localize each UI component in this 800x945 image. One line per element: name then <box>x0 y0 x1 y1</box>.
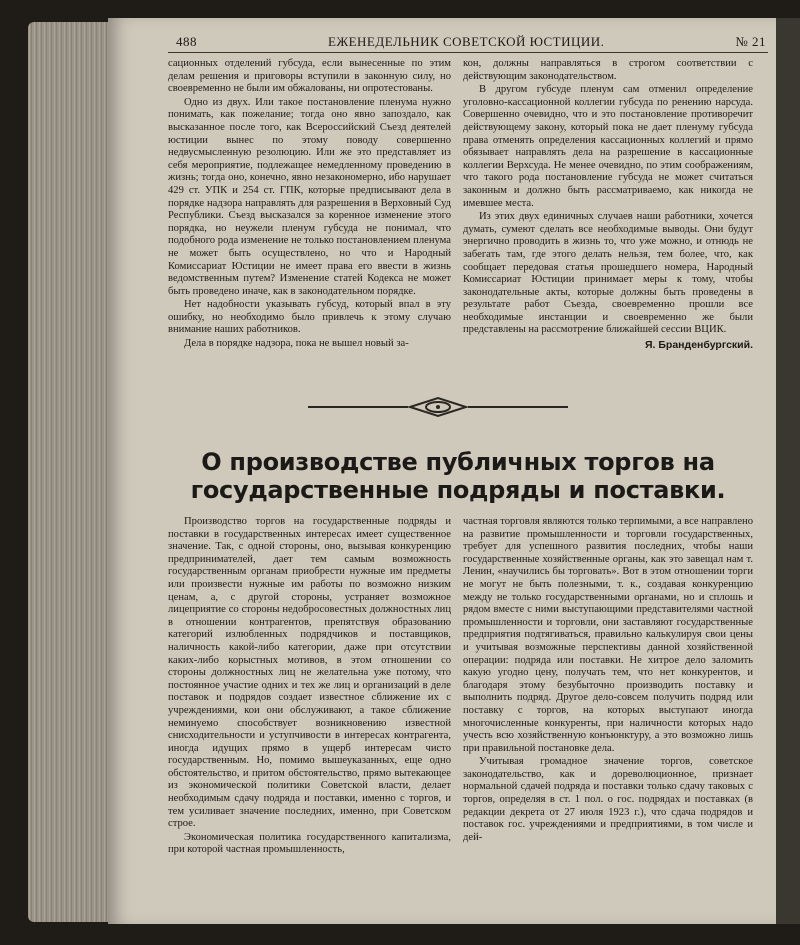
paragraph: Экономическая политика государственного капитализма, при которой частная промышленность, <box>168 831 451 856</box>
paragraph: Производство торгов на государственные подряды и поставки в государственных интересах имеет существенное значение. Так, с одной стороны, оно, вызывая конкуренцию предпринимателей, дает тем самым возможность государственным органам приобрести нужные им предметы или произвести нужные им работы по возможно низким ценам, а, с другой стороны, устраняет возможное лицеприятие со стороны недобросовестных должностных лиц в отношении контрагентов, препятствуя образованию категорий излюбленных подрядчиков и поставщиков, наличность какой-либо категории, даже при отсутствии каких-либо корыстных мотивов, в этом отношении со стороны должностных лиц не желательна уже потому, что постоянное участие одних и тех же лиц и организаций в деле поставок и подрядов создает известное сближение их с учреждениями, кои они обслуживают, а такое сближение неминуемо способствует возникновению известной снисходительности и уступчивости в интересах контрагента, иногда идущих прямо в ущерб интересам чисто государственным. Но, помимо вышеуказанных, еще одно обстоятельство, и притом обстоятельство, прямо вытекающее из экономической политики Советской власти, делает необходимым сдачу подряда и поставки, именно с торгов, и тем усиливает значение последних, именно, при Советском строе. <box>168 516 451 830</box>
article-title: О производстве публичных торгов на государственные подряды и поставки. <box>190 448 726 504</box>
paragraph: частная торговля являются только терпимыми, а все направлено на развитие промышленности и торговли государственных, требует для успешного развития последних, чтобы наши государственные хозяйственные органы, как это завещал нам т. Ленин, «научились бы торговать». Вот в этом отношении торги не могут не быть полезными, т. к., создавая конкуренцию между не только государственными органами, но и сплошь и рядом вместе с ними выступающими представителями частной промышленности и торговли, они заставляют государственные предприятия подтягиваться, правильно калькулируя свои цены и учитывая возможные перспективы данной хозяйственной операции: подряда или поставки. Не хитрое дело заломить какую угодно цену, получать тем, что нет конкурентов, и благодаря этому безубыточно производить поставку и выполнить подряд. Другое дело-совсем получить подряд или поставку с торгов, на которых выступают иногда многочисленные конкуренты, при наличности которых надо учесть всю хозяйственную конъюнктуру, а это возможно лишь при правильной постановке дела. <box>463 516 754 754</box>
top-left-column <box>168 58 451 352</box>
paragraph: Из этих двух единичных случаев наши работники, хочется думать, сумеют сделать все необходимые выводы. Они будут энергично проводить в жизнь то, что уже можно, и отнюдь не забегать там, где этого делать нельзя, тем более, что, как сообщает передовая статья прошедшего номера, Народный Комиссариат Юстиции принимает меры к тому, чтобы законодательные акты, которые должны быть проведены в результате работ Съезда, своевременно прошли все необходимые инстанции и своевременно же были представлены на рассмотрение ближайшей сессии ВЦИК. <box>463 211 753 336</box>
running-header <box>168 30 768 53</box>
paragraph: Одно из двух. Или такое постановление пленума нужно понимать, как пожелание; тогда оно явно запоздало, как высказанное после того, как Всероссийский Съезд деятелей юстиции вынес по этому поводу совершенно недвусмысленную резолюцию. Или же это представляет из себя мероприятие, подлежащее немедленному проведению в жизнь; тогда оно, конечно, явно незакономерно, ибо нарушает 429 ст. УПК и 254 ст. ГПК, которые предписывают дела в порядке надзора направлять для разрешения в Верховный Суд Республики. Съезд высказался за коренное изменение этого порядка, но неужели пленум губсуда не понимал, что подобного рода изменение не только постановлением пленума не может быть осуществлено, но что и Народный Комиссариат Юстиции не имеет права его ввести в жизнь ведомственным путем? Изменение статей Кодекса не может быть проведено иначе, как в законодательном порядке. <box>168 96 451 297</box>
journal-page <box>108 18 776 924</box>
paragraph: Дела в порядке надзора, пока не вышел новый за- <box>184 338 409 350</box>
paragraph: сационных отделений губсуда, если вынесенные по этим делам решения и приговоры вступили в законную силу, но своевременно не были им обжалованы, ни опротестованы. <box>168 58 451 95</box>
journal-title: ЕЖЕНЕДЕЛЬНИК СОВЕТСКОЙ ЮСТИЦИИ. <box>328 34 605 49</box>
bottom-left-column <box>168 516 451 858</box>
top-right-column <box>463 58 753 353</box>
scan-margin <box>776 18 800 924</box>
bottom-right-column <box>463 516 753 845</box>
paragraph: Нет надобности указывать губсуд, который впал в эту ошибку, но необходимо было привлечь к этому случаю внимание наших работников. <box>168 299 451 336</box>
page-number: 488 <box>176 34 197 49</box>
paragraph: кон, должны направляться в строгом соответствии с действующим законодательством. <box>463 58 753 82</box>
paragraph: В другом губсуде пленум сам отменил определение уголовно-кассационной коллегии губсуда по ренению нарсуда. Совершенно очевидно, что и это постановление противоречит действующему закону, который пока не дает пленуму губсуда права отменять определения кассационных коллегий и прямо обязывает направлять дела на разрешение в кассационные коллегии Верхсуда. Не менее очевидно, по этим соображениям, что такого рода постановление губсуда не может считаться законным и должно быть рассматриваемо, как никогда не имевшее места. <box>463 84 753 209</box>
author-signature: Я. Бранденбургский. <box>645 339 753 352</box>
issue-number: № 21 <box>735 34 766 49</box>
ornament-divider-icon <box>308 396 568 418</box>
paragraph: Учитывая громадное значение торгов, советское законодательство, как и дореволюционное, признает нормальной сдачей подряда и поставки только сдачу таковых с торгов, определяя в ст. 1 пол. о гос. подрядах и поставках (в редакции декрета от 27 июля 1923 г.), что сдача подрядов и поставок гос. учреждениями и предприятиями, в том числе и дей- <box>463 756 753 843</box>
book-page-edges <box>28 22 118 922</box>
